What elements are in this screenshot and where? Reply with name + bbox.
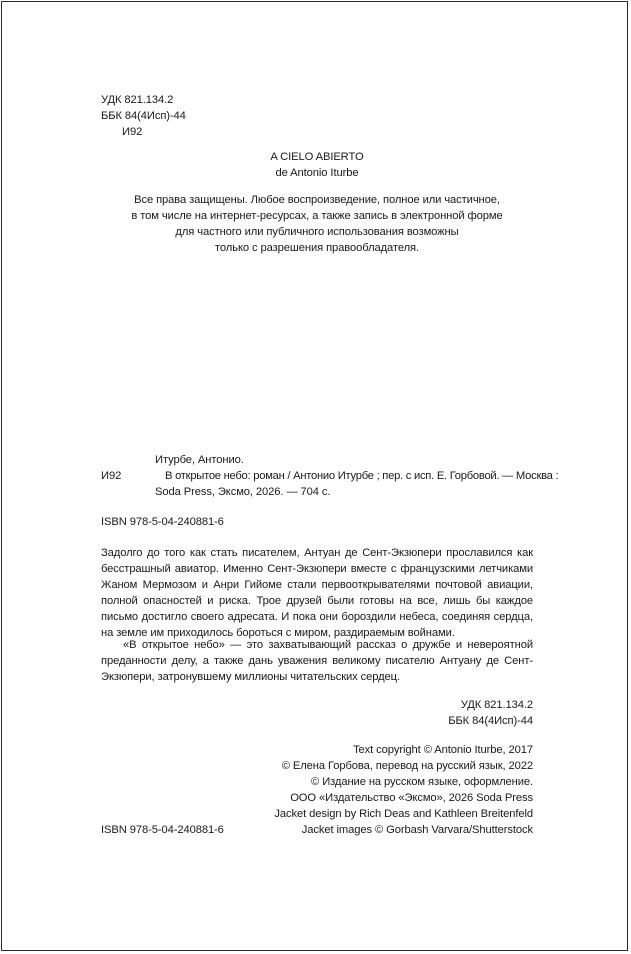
annotation-paragraph-2 [101,637,533,685]
original-author: de Antonio Iturbe [275,167,359,179]
bbk-code: ББК 84(4Исп)-44 [101,110,186,122]
annotation-text: Задолго до того как стать писателем, Антуан де Сент-Экзюпери прославился как бесстрашный авиатор. Именно Сент-Экзюпери вместе с французскими летчиками Жаном Мермозом и Анри Гийоме стали первооткрывателями почтовой авиации, полной опасностей и риска. Трое друзей были готовы на все, лишь бы каждое письмо достигло своего адресата. И пока они бороздили небеса, соединяя сердца, на земле им приходилось бороться с миром, раздираемым войнами. [101,547,533,639]
credit-line: Jacket images © Gorbash Varvara/Shutterstock [301,824,533,836]
credit-line: © Елена Горбова, перевод на русский язык, 2022 [281,760,533,772]
author-sign: И92 [122,126,143,138]
annotation-text: «В открытое небо» — это захватывающий рассказ о дружбе и невероятной преданности делу, а также дань уважения великому писателю Антуану де Сент-Экзюпери, затронувшему миллионы читательских сердец. [101,639,533,683]
credit-line: Jacket design by Rich Deas and Kathleen Breitenfeld [274,808,533,820]
rights-line: для частного или публичного использования возможны [175,226,459,238]
annotation-paragraph-1 [101,545,533,641]
footer-udk: УДК 821.134.2 [460,699,533,711]
original-title: A CIELO ABIERTO [270,151,364,163]
footer-isbn: ISBN 978-5-04-240881-6 [101,824,224,836]
catalog-line: В открытое небо: роман / Антонио Итурбе ; пер. с исп. Е. Горбовой. — Москва : [165,470,559,482]
catalog-heading: Итурбе, Антонио. [155,454,244,466]
credit-line: © Издание на русском языке, оформление. [311,776,533,788]
credit-line: ООО «Издательство «Эксмо», 2026 Soda Press [290,792,533,804]
udk-code: УДК 821.134.2 [101,94,174,106]
catalog-isbn: ISBN 978-5-04-240881-6 [101,516,224,528]
rights-line: только с разрешения правообладателя. [215,242,419,254]
footer-bbk: ББК 84(4Исп)-44 [448,715,533,727]
credit-line: Text copyright © Antonio Iturbe, 2017 [353,744,533,756]
rights-line: Все права защищены. Любое воспроизведение, полное или частичное, [134,194,500,206]
catalog-line: Soda Press, Эксмо, 2026. — 704 с. [155,486,331,498]
catalog-sign: И92 [101,470,122,482]
rights-line: в том числе на интернет-ресурсах, а также запись в электронной форме [131,210,503,222]
